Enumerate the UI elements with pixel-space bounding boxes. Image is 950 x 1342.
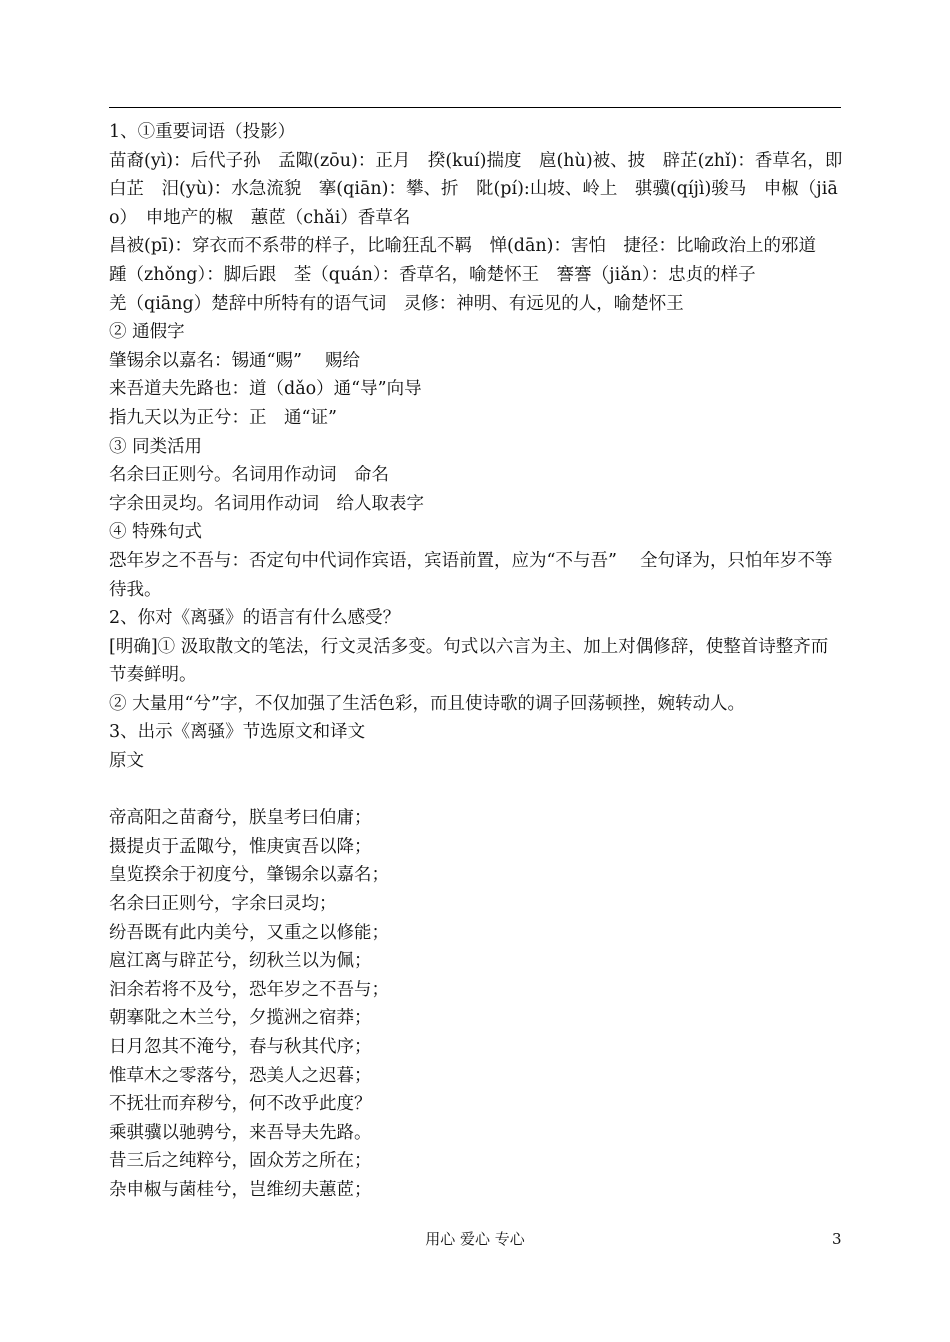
poem-line: 摄提贞于孟陬兮，惟庚寅吾以降； bbox=[109, 836, 372, 857]
poem-line: 不抚壮而弃秽兮，何不改乎此度？ bbox=[109, 1094, 372, 1115]
poem-line: 惟草木之零落兮，恐美人之迟暮； bbox=[109, 1065, 372, 1086]
subheading-tongjiazi: ② 通假字 bbox=[109, 322, 185, 343]
header-rule bbox=[109, 107, 841, 108]
poem-line: 朝搴阰之木兰兮，夕揽洲之宿莽； bbox=[109, 1008, 372, 1029]
juzhi-paragraph: 恐年岁之不吾与：否定句中代词作宾语，宾语前置，应为“不与吾” 全句译为，只怕年岁不等待我。 bbox=[109, 550, 833, 600]
original-text-label: 原文 bbox=[109, 751, 144, 772]
poem-block bbox=[109, 804, 844, 1204]
poem-line: 乘骐骥以驰骋兮，来吾导夫先路。 bbox=[109, 1122, 372, 1143]
vocab-line-4: 羌（qiāng）楚辞中所特有的语气词 灵修：神明、有远见的人，喻楚怀王 bbox=[109, 293, 684, 314]
poem-line: 帝高阳之苗裔兮，朕皇考曰伯庸； bbox=[109, 808, 372, 829]
document-body bbox=[109, 118, 844, 1205]
poem-line: 名余曰正则兮，字余曰灵均； bbox=[109, 894, 337, 915]
subheading-huoyong: ③ 同类活用 bbox=[109, 436, 203, 457]
poem-line: 纷吾既有此内美兮，又重之以修能； bbox=[109, 922, 389, 943]
poem-line: 扈江离与辟芷兮，纫秋兰以为佩； bbox=[109, 951, 372, 972]
footer-motto: 用心 爱心 专心 bbox=[425, 1230, 525, 1248]
section-1-heading: 1、①重要词语（投影） bbox=[109, 122, 296, 142]
subheading-juzhi: ④ 特殊句式 bbox=[109, 522, 203, 543]
section-2-heading: 2、你对《离骚》的语言有什么感受？ bbox=[109, 608, 401, 629]
answer-paragraph-1: [明确]① 汲取散文的笔法，行文灵活多变。句式以六言为主、加上对偶修辞，使整首诗整齐而节奏鲜明。 bbox=[109, 636, 829, 686]
tongjiazi-line-2: 来吾道夫先路也：道（dǎo）通“导”向导 bbox=[109, 379, 422, 400]
tongjiazi-line-1: 肇锡余以嘉名：锡通“赐” 赐给 bbox=[109, 350, 360, 371]
page-number: 3 bbox=[832, 1230, 842, 1248]
poem-line: 昔三后之纯粹兮，固众芳之所在； bbox=[109, 1151, 372, 1172]
poem-line: 汩余若将不及兮，恐年岁之不吾与； bbox=[109, 979, 389, 1000]
poem-line: 日月忽其不淹兮，春与秋其代序； bbox=[109, 1037, 372, 1057]
huoyong-line-1: 名余曰正则兮。名词用作动词 命名 bbox=[109, 465, 389, 486]
blank-line bbox=[109, 776, 844, 805]
answer-paragraph-2: ② 大量用“兮”字，不仅加强了生活色彩，而且使诗歌的调子回荡顿挫，婉转动人。 bbox=[109, 693, 745, 714]
section-3-heading: 3、出示《离骚》节选原文和译文 bbox=[109, 722, 366, 743]
huoyong-line-2: 字余田灵均。名词用作动词 给人取表字 bbox=[109, 493, 424, 514]
vocab-paragraph-1: 苗裔(yì)：后代子孙 孟陬(zōu)：正月 揆(kuí)揣度 扈(hù)被、披 辟芷(zhǐ)：香草名，即白芷 汨(yù)：水急流貌 搴(qiān)：攀、折 阰(pí):山坡、岭上 骐骥(qíjì)骏马 申椒（jiāo） 申地产的椒 蕙茝（chǎi）香草名 bbox=[109, 150, 843, 228]
tongjiazi-line-3: 指九天以为正兮：正 通“证” bbox=[109, 407, 337, 428]
poem-line: 杂申椒与菌桂兮，岂维纫夫蕙茝； bbox=[109, 1179, 372, 1200]
vocab-line-3: 踵（zhǒng）：脚后跟 荃（quán）：香草名，喻楚怀王 謇謇（jiǎn）：忠贞的样子 bbox=[109, 264, 756, 285]
vocab-paragraph-2: 昌被(pī)：穿衣而不系带的样子，比喻狂乱不羁 惮(dān)：害怕 捷径：比喻政治上的邪道 bbox=[109, 236, 817, 257]
poem-line: 皇览揆余于初度兮，肇锡余以嘉名； bbox=[109, 865, 389, 886]
